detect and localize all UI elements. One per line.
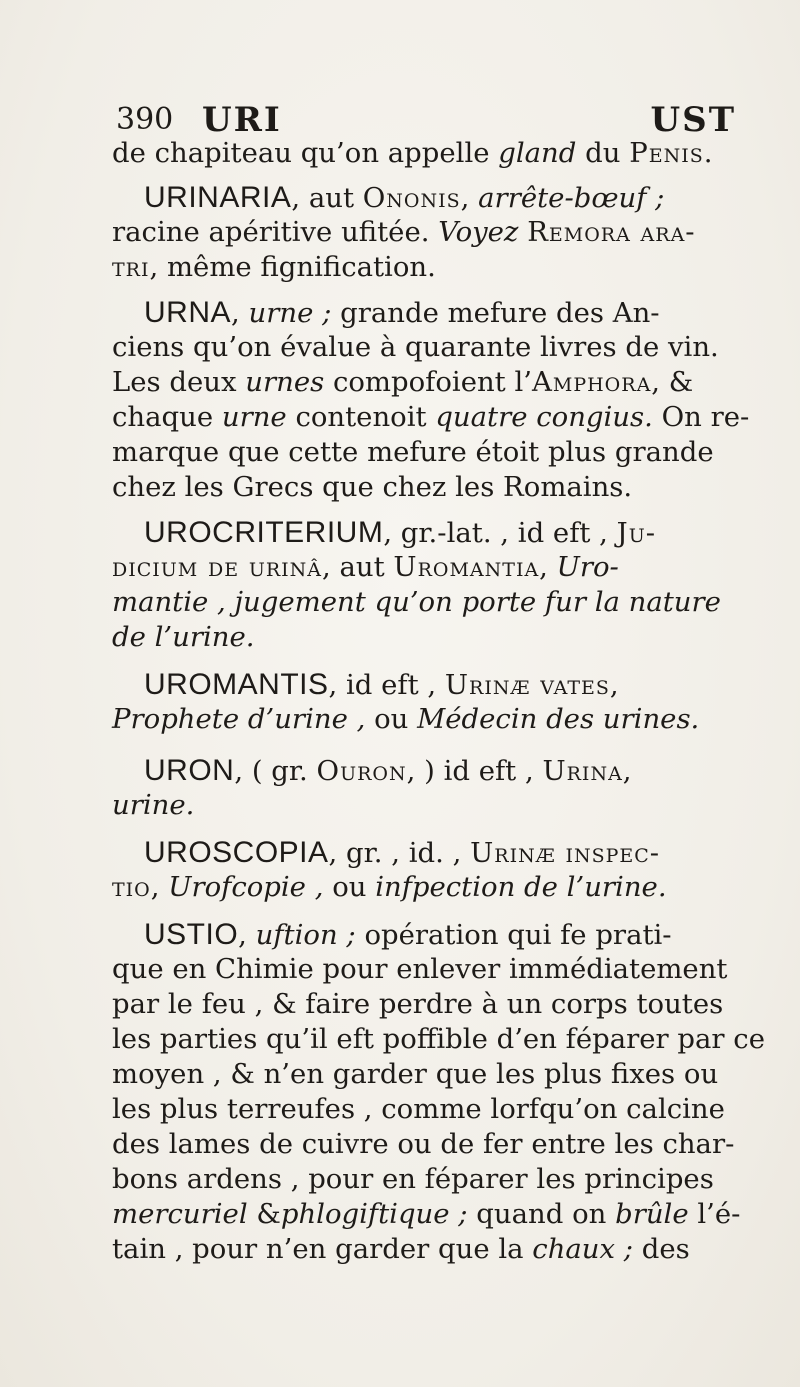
entry-uromantis: UROMANTIS, id eft , Urinæ vates, — [144, 668, 619, 701]
entry-headword: UROCRITERIUM — [144, 516, 384, 549]
entry-urinaria: URINARIA, aut Ononis, arrête-bœuf ; — [144, 181, 665, 214]
text-line: mercuriel &phlogiftique ; quand on brûle l’é- — [112, 1198, 741, 1230]
left-running-head: URI — [202, 100, 282, 140]
text-line: tri, même fignification. — [112, 251, 436, 283]
text-line: chaque urne contenoit quatre congius. On re- — [112, 401, 750, 433]
entry-headword: URNA — [144, 296, 232, 329]
entry-urocriterium: UROCRITERIUM, gr.-lat. , id eft , Ju- — [144, 516, 657, 549]
text-line: Les deux urnes compofoient l’Amphora, & — [112, 366, 694, 398]
text-line: de chapiteau qu’on appelle gland du Penis. — [112, 137, 714, 169]
page-number: 390 — [116, 102, 174, 137]
text-line: par le feu , & faire perdre à un corps toutes — [112, 988, 724, 1020]
entry-urna: URNA, urne ; grande mefure des An- — [144, 296, 660, 329]
text-line: tio, Urofcopie , ou infpection de l’urine. — [112, 871, 667, 903]
entry-uron: URON, ( gr. Ouron, ) id eft , Urina, — [144, 754, 633, 787]
text-line: mantie , jugement qu’on porte fur la nature — [112, 586, 721, 618]
entry-headword: UROSCOPIA — [144, 836, 329, 869]
text-line: marque que cette mefure étoit plus grande — [112, 436, 714, 468]
text-line: les parties qu’il eft poffible d’en féparer par ce — [112, 1023, 765, 1055]
text-line: Prophete d’urine , ou Médecin des urines. — [112, 703, 700, 735]
entry-headword: URON — [144, 754, 235, 787]
text-line: chez les Grecs que chez les Romains. — [112, 471, 633, 503]
dictionary-text — [112, 136, 765, 1267]
text-line: racine apéritive ufitée. Voyez Remora ara- — [112, 216, 696, 248]
text-line: ciens qu’on évalue à quarante livres de vin. — [112, 331, 719, 363]
entry-headword: URINARIA — [144, 181, 292, 214]
text-line: de l’urine. — [112, 621, 255, 653]
text-line: bons ardens , pour en féparer les principes — [112, 1163, 714, 1195]
entry-ustio: USTIO, uftion ; opération qui fe prati- — [144, 918, 672, 951]
text-line: dicium de urinâ, aut Uromantia, Uro- — [112, 551, 619, 583]
entry-headword: UROMANTIS — [144, 668, 329, 701]
text-line: que en Chimie pour enlever immédiatement — [112, 953, 728, 985]
entry-uroscopia: UROSCOPIA, gr. , id. , Urinæ inspec- — [144, 836, 661, 869]
text-line: les plus terreufes , comme lorfqu’on calcine — [112, 1093, 725, 1125]
text-line: tain , pour n’en garder que la chaux ; des — [112, 1233, 690, 1265]
right-running-head: UST — [650, 100, 736, 140]
text-line: urine. — [112, 789, 195, 821]
entry-headword: USTIO — [144, 918, 239, 951]
text-line: des lames de cuivre ou de fer entre les char- — [112, 1128, 735, 1160]
text-line: moyen , & n’en garder que les plus fixes ou — [112, 1058, 719, 1090]
